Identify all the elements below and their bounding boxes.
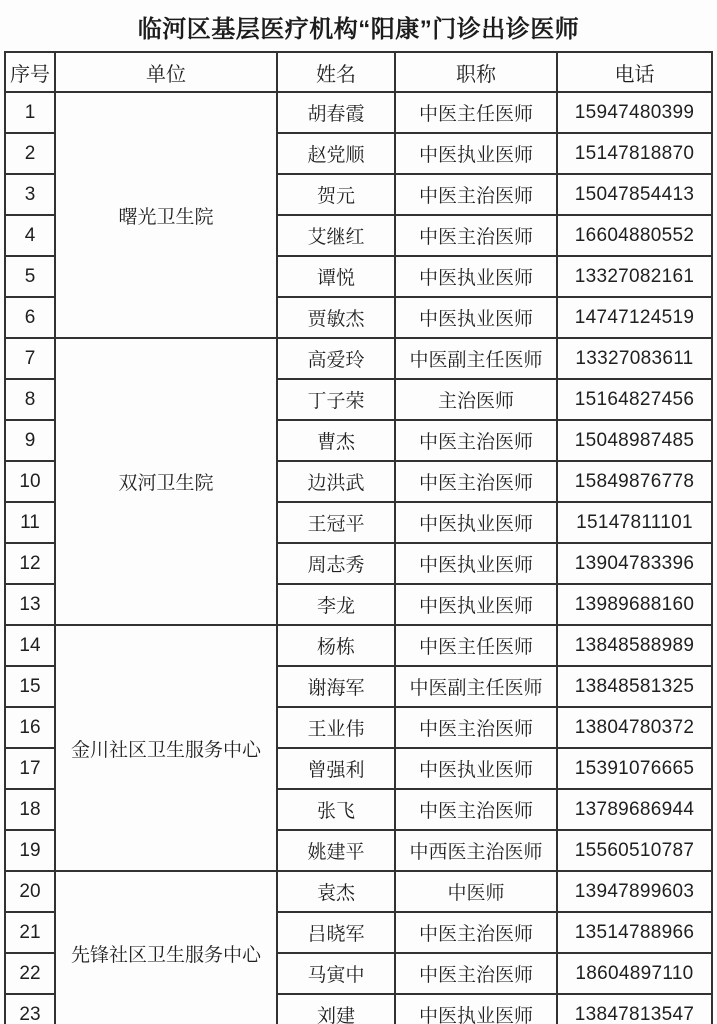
doctor-phone: 15849876778 — [557, 461, 712, 502]
doctor-title: 中医执业医师 — [395, 584, 557, 625]
row-number: 17 — [5, 748, 55, 789]
row-number: 20 — [5, 871, 55, 912]
table-row — [5, 871, 712, 912]
row-number: 8 — [5, 379, 55, 420]
doctor-name: 王业伟 — [277, 707, 395, 748]
doctor-title: 中医执业医师 — [395, 994, 557, 1024]
doctor-name: 周志秀 — [277, 543, 395, 584]
table-row — [5, 92, 712, 133]
doctor-phone: 15164827456 — [557, 379, 712, 420]
unit-cell: 先锋社区卫生服务中心 — [55, 871, 277, 1024]
row-number: 23 — [5, 994, 55, 1024]
unit-cell: 曙光卫生院 — [55, 92, 277, 338]
doctor-title: 主治医师 — [395, 379, 557, 420]
row-number: 12 — [5, 543, 55, 584]
doctor-title: 中医主治医师 — [395, 912, 557, 953]
row-number: 18 — [5, 789, 55, 830]
doctor-phone: 15391076665 — [557, 748, 712, 789]
doctor-title: 中医执业医师 — [395, 543, 557, 584]
doctor-phone: 13789686944 — [557, 789, 712, 830]
doctor-table — [4, 51, 713, 1024]
unit-cell: 双河卫生院 — [55, 338, 277, 625]
doctor-name: 贾敏杰 — [277, 297, 395, 338]
table-body — [5, 92, 712, 1024]
page-title: 临河区基层医疗机构“阳康”门诊出诊医师 — [137, 16, 580, 43]
doctor-name: 马寅中 — [277, 953, 395, 994]
row-number: 9 — [5, 420, 55, 461]
doctor-name: 刘建 — [277, 994, 395, 1024]
header-unit: 单位 — [55, 52, 277, 92]
doctor-phone: 13989688160 — [557, 584, 712, 625]
row-number: 10 — [5, 461, 55, 502]
doctor-title: 中医师 — [395, 871, 557, 912]
doctor-name: 姚建平 — [277, 830, 395, 871]
doctor-title: 中医执业医师 — [395, 256, 557, 297]
row-number: 7 — [5, 338, 55, 379]
doctor-name: 杨栋 — [277, 625, 395, 666]
doctor-title: 中医主治医师 — [395, 215, 557, 256]
doctor-name: 贺元 — [277, 174, 395, 215]
doctor-title: 中医主治医师 — [395, 789, 557, 830]
doctor-name: 袁杰 — [277, 871, 395, 912]
doctor-title: 中医主治医师 — [395, 707, 557, 748]
table-row — [5, 338, 712, 379]
row-number: 1 — [5, 92, 55, 133]
doctor-phone: 15047854413 — [557, 174, 712, 215]
row-number: 19 — [5, 830, 55, 871]
row-number: 21 — [5, 912, 55, 953]
doctor-phone: 15560510787 — [557, 830, 712, 871]
row-number: 11 — [5, 502, 55, 543]
doctor-title: 中医执业医师 — [395, 502, 557, 543]
doctor-name: 张飞 — [277, 789, 395, 830]
row-number: 13 — [5, 584, 55, 625]
doctor-name: 胡春霞 — [277, 92, 395, 133]
table-row — [5, 625, 712, 666]
doctor-title: 中医副主任医师 — [395, 338, 557, 379]
doctor-phone: 13327083611 — [557, 338, 712, 379]
row-number: 14 — [5, 625, 55, 666]
doctor-title: 中医执业医师 — [395, 133, 557, 174]
header-number: 序号 — [5, 52, 55, 92]
doctor-name: 艾继红 — [277, 215, 395, 256]
doctor-name: 谭悦 — [277, 256, 395, 297]
doctor-name: 高爱玲 — [277, 338, 395, 379]
doctor-title: 中医主治医师 — [395, 420, 557, 461]
doctor-title: 中医主治医师 — [395, 461, 557, 502]
header-row — [5, 52, 712, 92]
doctor-phone: 13847813547 — [557, 994, 712, 1024]
doctor-phone: 15147818870 — [557, 133, 712, 174]
doctor-title: 中医执业医师 — [395, 297, 557, 338]
doctor-phone: 15048987485 — [557, 420, 712, 461]
doctor-name: 谢海军 — [277, 666, 395, 707]
doctor-title: 中医主任医师 — [395, 92, 557, 133]
doctor-phone: 13947899603 — [557, 871, 712, 912]
doctor-title: 中医主治医师 — [395, 174, 557, 215]
doctor-phone: 16604880552 — [557, 215, 712, 256]
row-number: 3 — [5, 174, 55, 215]
row-number: 22 — [5, 953, 55, 994]
doctor-title: 中医执业医师 — [395, 748, 557, 789]
doctor-title: 中西医主治医师 — [395, 830, 557, 871]
doctor-name: 赵党顺 — [277, 133, 395, 174]
header-phone: 电话 — [557, 52, 712, 92]
doctor-phone: 18604897110 — [557, 953, 712, 994]
doctor-phone: 13848581325 — [557, 666, 712, 707]
row-number: 5 — [5, 256, 55, 297]
row-number: 15 — [5, 666, 55, 707]
doctor-title: 中医副主任医师 — [395, 666, 557, 707]
doctor-name: 李龙 — [277, 584, 395, 625]
doctor-name: 边洪武 — [277, 461, 395, 502]
doctor-name: 丁子荣 — [277, 379, 395, 420]
doctor-phone: 13514788966 — [557, 912, 712, 953]
doctor-title: 中医主任医师 — [395, 625, 557, 666]
doctor-phone: 13804780372 — [557, 707, 712, 748]
doctor-name: 吕晓军 — [277, 912, 395, 953]
doctor-phone: 13848588989 — [557, 625, 712, 666]
row-number: 2 — [5, 133, 55, 174]
row-number: 16 — [5, 707, 55, 748]
row-number: 4 — [5, 215, 55, 256]
unit-cell: 金川社区卫生服务中心 — [55, 625, 277, 871]
doctor-name: 曹杰 — [277, 420, 395, 461]
doctor-phone: 13904783396 — [557, 543, 712, 584]
row-number: 6 — [5, 297, 55, 338]
doctor-phone: 15947480399 — [557, 92, 712, 133]
doctor-name: 王冠平 — [277, 502, 395, 543]
doctor-phone: 13327082161 — [557, 256, 712, 297]
header-title: 职称 — [395, 52, 557, 92]
doctor-phone: 14747124519 — [557, 297, 712, 338]
header-name: 姓名 — [277, 52, 395, 92]
doctor-name: 曾强利 — [277, 748, 395, 789]
doctor-phone: 15147811101 — [557, 502, 712, 543]
doctor-title: 中医主治医师 — [395, 953, 557, 994]
